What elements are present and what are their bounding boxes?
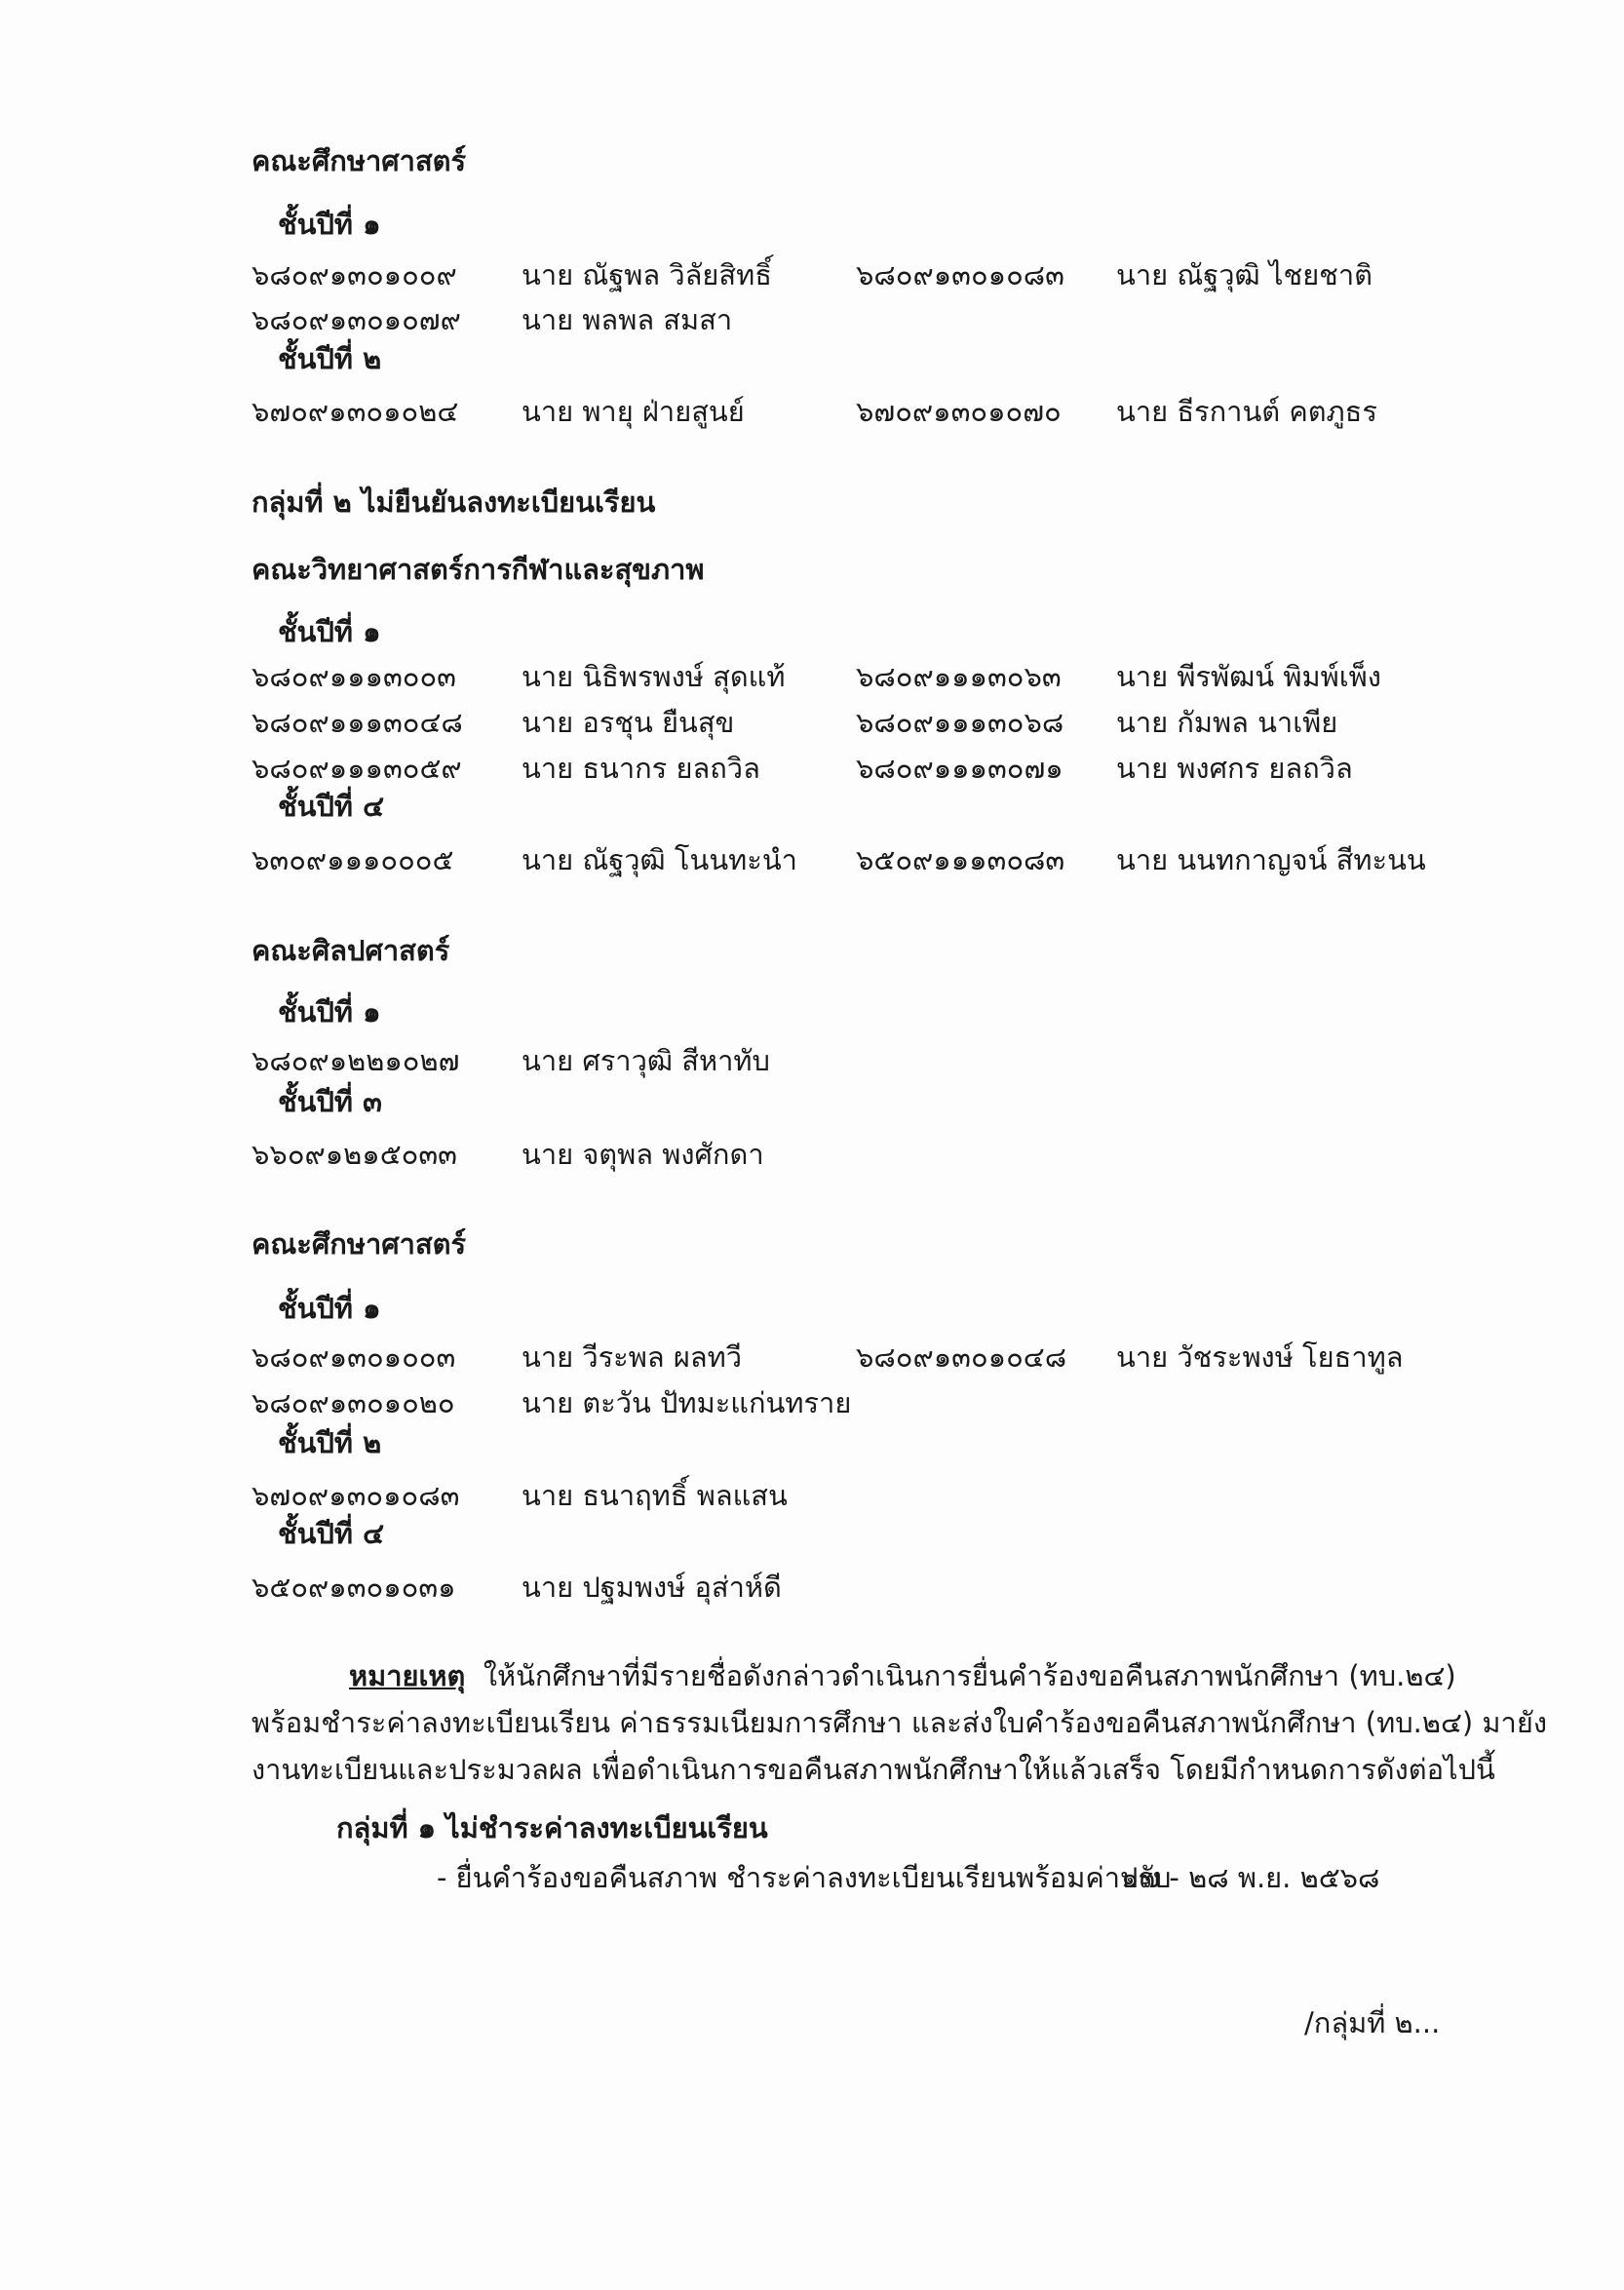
student-id: ๖๘๐๙๑๑๑๓๐๖๘ <box>856 706 1064 739</box>
student-id: ๖๗๐๙๑๓๐๑๐๘๓ <box>251 1479 460 1512</box>
student-name: นาย ปฐมพงษ์ อุส่าห์ดี <box>522 1571 782 1604</box>
note-line-1 <box>251 1652 1460 1699</box>
note-line-3: งานทะเบียนและประมวลผล เพื่อดำเนินการขอคืนสภาพนักศึกษาให้แล้วเสร็จ โดยมีกำหนดการดังต่อไปนี้ <box>251 1753 1495 1786</box>
student-name: นาย ธนาฤทธิ์ พลแสน <box>522 1479 788 1512</box>
student-name: นาย ธนากร ยลถวิล <box>522 752 760 785</box>
note-text-1: ให้นักศึกษาที่มีรายชื่อดังกล่าวดำเนินการยื่นคำร้องขอคืนสภาพนักศึกษา (ทบ.๒๔) <box>483 1659 1456 1692</box>
student-name: นาย พายุ ฝ่ายสูนย์ <box>522 395 745 428</box>
student-name: นาย กัมพล นาเพีย <box>1116 706 1338 739</box>
note-paragraph <box>251 1652 1547 1793</box>
student-name: นาย พีรพัฒน์ พิมพ์เพ็ง <box>1116 660 1381 693</box>
student-name: นาย อรชุน ยืนสุข <box>522 706 735 739</box>
student-id: ๖๘๐๙๑๓๐๑๐๒๐ <box>251 1386 455 1419</box>
student-name: นาย ตะวัน ปัทมะแก่นทราย <box>522 1386 852 1419</box>
student-name: นาย จตุพล พงศักดา <box>522 1138 764 1171</box>
student-id: ๖๘๐๙๑๑๑๓๐๖๓ <box>856 660 1062 693</box>
continuation-marker: /กลุ่มที่ ๒... <box>1304 2006 1441 2039</box>
student-id: ๖๘๐๙๑๓๐๑๐๘๓ <box>856 258 1064 291</box>
student-name: นาย ธีรกานต์ คตภูธร <box>1116 395 1377 428</box>
student-id: ๖๘๐๙๑๓๐๑๐๐๙ <box>251 258 457 291</box>
schedule-date: ๑๗ - ๒๘ พ.ย. ๒๕๖๘ <box>1121 1861 1380 1894</box>
note-label: หมายเหตุ <box>349 1659 466 1692</box>
schedule-item: - ยื่นคำร้องขอคืนสภาพ ชำระค่าลงทะเบียนเรียนพร้อมค่าปรับ <box>437 1861 1172 1894</box>
year-heading: ชั้นปีที่ ๒ <box>278 1426 382 1459</box>
year-heading: ชั้นปีที่ ๑ <box>278 208 381 241</box>
student-name: นาย พงศกร ยลถวิล <box>1116 752 1353 785</box>
student-name: นาย ณัฐวุฒิ ไชยชาติ <box>1116 258 1373 291</box>
note-line-2: พร้อมชำระค่าลงทะเบียนเรียน ค่าธรรมเนียมการศึกษา และส่งใบคำร้องขอคืนสภาพนักศึกษา (ทบ.๒๔) มายัง <box>251 1706 1547 1739</box>
year-heading: ชั้นปีที่ ๔ <box>278 1517 385 1550</box>
student-name: นาย ศราวุฒิ สีหาทับ <box>522 1044 770 1077</box>
student-name: นาย นิธิพรพงษ์ สุดแท้ <box>522 660 786 693</box>
year-heading: ชั้นปีที่ ๑ <box>278 995 381 1029</box>
student-id: ๖๕๐๙๑๑๑๓๐๘๓ <box>856 843 1065 876</box>
year-heading: ชั้นปีที่ ๓ <box>278 1085 382 1118</box>
faculty-heading: คณะศึกษาศาสตร์ <box>251 144 467 177</box>
student-name: นาย วีระพล ผลทวี <box>522 1340 743 1374</box>
year-heading: ชั้นปีที่ ๑ <box>278 1292 381 1325</box>
student-name: นาย ณัฐวุฒิ โนนทะนำ <box>522 843 797 876</box>
year-heading: ชั้นปีที่ ๑ <box>278 615 381 648</box>
student-id: ๖๖๐๙๑๒๑๕๐๓๓ <box>251 1138 457 1171</box>
student-id: ๖๘๐๙๑๓๐๑๐๗๙ <box>251 303 461 336</box>
faculty-heading: คณะศึกษาศาสตร์ <box>251 1227 467 1261</box>
student-id: ๖๘๐๙๑๓๐๑๐๐๓ <box>251 1340 456 1374</box>
student-name: นาย ณัฐพล วิลัยสิทธิ์ <box>522 258 772 291</box>
student-id: ๖๘๐๙๑๑๑๓๐๐๓ <box>251 660 456 693</box>
year-heading: ชั้นปีที่ ๒ <box>278 342 382 375</box>
group-heading: กลุ่มที่ ๑ ไม่ชำระค่าลงทะเบียนเรียน <box>336 1811 768 1844</box>
student-name: นาย นนทกาญจน์ สีทะนน <box>1116 843 1426 876</box>
student-id: ๖๘๐๙๑๑๑๓๐๕๙ <box>251 752 462 785</box>
student-name: นาย วัชระพงษ์ โยธาทูล <box>1116 1340 1404 1374</box>
student-id: ๖๕๐๙๑๓๐๑๐๓๑ <box>251 1571 456 1604</box>
group-heading: กลุ่มที่ ๒ ไม่ยืนยันลงทะเบียนเรียน <box>251 485 656 519</box>
year-heading: ชั้นปีที่ ๔ <box>278 790 385 823</box>
student-id: ๖๓๐๙๑๑๑๐๐๐๕ <box>251 843 454 876</box>
student-id: ๖๘๐๙๑๓๐๑๐๔๘ <box>856 1340 1067 1374</box>
student-name: นาย พลพล สมสา <box>522 303 733 336</box>
student-id: ๖๗๐๙๑๓๐๑๐๒๔ <box>251 395 459 428</box>
faculty-heading: คณะศิลปศาสตร์ <box>251 934 450 967</box>
student-id: ๖๘๐๙๑๑๑๓๐๗๑ <box>856 752 1063 785</box>
student-id: ๖๘๐๙๑๑๑๓๐๔๘ <box>251 706 463 739</box>
student-id: ๖๗๐๙๑๓๐๑๐๗๐ <box>856 395 1062 428</box>
student-id: ๖๘๐๙๑๒๒๑๐๒๗ <box>251 1044 460 1077</box>
faculty-heading: คณะวิทยาศาสตร์การกีฬาและสุขภาพ <box>251 553 705 586</box>
